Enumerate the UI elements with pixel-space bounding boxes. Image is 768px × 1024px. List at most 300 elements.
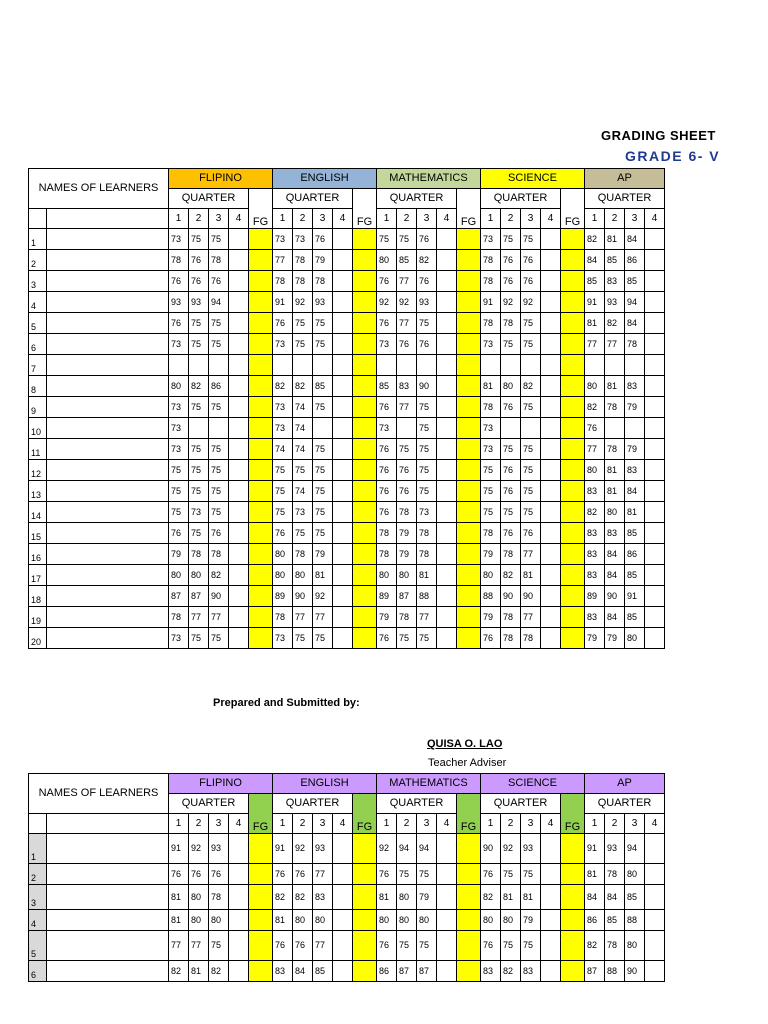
grade-cell[interactable]: 73: [293, 502, 313, 523]
grade-cell[interactable]: [541, 397, 561, 418]
grade-cell[interactable]: 75: [397, 864, 417, 885]
final-grade-cell[interactable]: [353, 439, 377, 460]
grade-cell[interactable]: 79: [585, 628, 605, 649]
grade-cell[interactable]: 76: [481, 931, 501, 961]
grade-cell[interactable]: 78: [397, 607, 417, 628]
grade-cell[interactable]: 77: [397, 271, 417, 292]
grade-cell[interactable]: 91: [481, 292, 501, 313]
grade-cell[interactable]: [605, 418, 625, 439]
grade-cell[interactable]: 76: [209, 271, 229, 292]
grade-cell[interactable]: [437, 355, 457, 376]
final-grade-cell[interactable]: [561, 481, 585, 502]
grade-cell[interactable]: 87: [585, 961, 605, 982]
grade-cell[interactable]: 78: [313, 271, 333, 292]
final-grade-cell[interactable]: [561, 376, 585, 397]
grade-cell[interactable]: [333, 334, 353, 355]
grade-cell[interactable]: 87: [189, 586, 209, 607]
grade-cell[interactable]: 83: [625, 460, 645, 481]
grade-cell[interactable]: 85: [605, 910, 625, 931]
grade-cell[interactable]: [437, 439, 457, 460]
grade-cell[interactable]: [541, 523, 561, 544]
grade-cell[interactable]: [333, 628, 353, 649]
final-grade-cell[interactable]: [353, 885, 377, 910]
grade-cell[interactable]: [313, 418, 333, 439]
grade-cell[interactable]: 78: [273, 607, 293, 628]
grade-cell[interactable]: 77: [397, 397, 417, 418]
grade-cell[interactable]: [541, 885, 561, 910]
grade-cell[interactable]: 77: [521, 544, 541, 565]
grade-cell[interactable]: 77: [397, 313, 417, 334]
grade-cell[interactable]: 90: [481, 834, 501, 864]
grade-cell[interactable]: [229, 523, 249, 544]
grade-cell[interactable]: 76: [417, 229, 437, 250]
grade-cell[interactable]: 75: [521, 229, 541, 250]
grade-cell[interactable]: 76: [293, 864, 313, 885]
grade-cell[interactable]: 92: [189, 834, 209, 864]
grade-cell[interactable]: [333, 885, 353, 910]
learner-name-cell[interactable]: [47, 250, 169, 271]
grade-cell[interactable]: [189, 418, 209, 439]
grade-cell[interactable]: 89: [377, 586, 397, 607]
grade-cell[interactable]: 83: [585, 481, 605, 502]
grade-cell[interactable]: [645, 864, 665, 885]
grade-cell[interactable]: 76: [501, 250, 521, 271]
grade-cell[interactable]: [229, 334, 249, 355]
grade-cell[interactable]: 82: [501, 961, 521, 982]
grade-cell[interactable]: 88: [605, 961, 625, 982]
grade-cell[interactable]: 93: [605, 292, 625, 313]
grade-cell[interactable]: 75: [397, 229, 417, 250]
final-grade-cell[interactable]: [353, 523, 377, 544]
grade-cell[interactable]: 91: [273, 834, 293, 864]
grade-cell[interactable]: 85: [625, 607, 645, 628]
learner-name-cell[interactable]: [47, 334, 169, 355]
grade-cell[interactable]: [541, 418, 561, 439]
grade-cell[interactable]: 82: [585, 931, 605, 961]
grade-cell[interactable]: 75: [273, 502, 293, 523]
grade-cell[interactable]: [645, 565, 665, 586]
grade-cell[interactable]: [541, 355, 561, 376]
final-grade-cell[interactable]: [353, 864, 377, 885]
grade-cell[interactable]: 75: [313, 460, 333, 481]
grade-cell[interactable]: 78: [293, 250, 313, 271]
final-grade-cell[interactable]: [561, 460, 585, 481]
grade-cell[interactable]: 75: [521, 931, 541, 961]
grade-cell[interactable]: 75: [273, 481, 293, 502]
grade-cell[interactable]: 78: [189, 544, 209, 565]
learner-name-cell[interactable]: [47, 376, 169, 397]
grade-cell[interactable]: 81: [189, 961, 209, 982]
grade-cell[interactable]: 75: [481, 460, 501, 481]
learner-name-cell[interactable]: [47, 586, 169, 607]
grade-cell[interactable]: 78: [273, 271, 293, 292]
grade-cell[interactable]: [437, 250, 457, 271]
grade-cell[interactable]: 75: [417, 418, 437, 439]
grade-cell[interactable]: 80: [625, 628, 645, 649]
final-grade-cell[interactable]: [457, 418, 481, 439]
final-grade-cell[interactable]: [249, 376, 273, 397]
grade-cell[interactable]: 73: [273, 418, 293, 439]
final-grade-cell[interactable]: [561, 628, 585, 649]
grade-cell[interactable]: 75: [377, 229, 397, 250]
grade-cell[interactable]: [437, 229, 457, 250]
grade-cell[interactable]: 74: [273, 439, 293, 460]
grade-cell[interactable]: 87: [397, 586, 417, 607]
grade-cell[interactable]: 80: [209, 910, 229, 931]
grade-cell[interactable]: 80: [293, 910, 313, 931]
grade-cell[interactable]: 76: [521, 250, 541, 271]
grade-cell[interactable]: [625, 355, 645, 376]
learner-name-cell[interactable]: [47, 313, 169, 334]
grade-cell[interactable]: 82: [585, 229, 605, 250]
grade-cell[interactable]: 85: [625, 523, 645, 544]
grade-cell[interactable]: 81: [377, 885, 397, 910]
grade-cell[interactable]: 77: [293, 607, 313, 628]
grade-cell[interactable]: 76: [189, 864, 209, 885]
grade-cell[interactable]: 77: [585, 334, 605, 355]
grade-cell[interactable]: [229, 439, 249, 460]
grade-cell[interactable]: 78: [169, 607, 189, 628]
grade-cell[interactable]: [541, 586, 561, 607]
grade-cell[interactable]: 77: [169, 931, 189, 961]
final-grade-cell[interactable]: [457, 586, 481, 607]
learner-name-cell[interactable]: [47, 607, 169, 628]
grade-cell[interactable]: 75: [521, 460, 541, 481]
grade-cell[interactable]: [229, 586, 249, 607]
grade-cell[interactable]: 85: [605, 250, 625, 271]
grade-cell[interactable]: 80: [273, 565, 293, 586]
grade-cell[interactable]: 75: [313, 481, 333, 502]
grade-cell[interactable]: [541, 292, 561, 313]
grade-cell[interactable]: [521, 418, 541, 439]
grade-cell[interactable]: 80: [189, 565, 209, 586]
grade-cell[interactable]: 77: [313, 864, 333, 885]
grade-cell[interactable]: 82: [209, 961, 229, 982]
grade-cell[interactable]: [541, 481, 561, 502]
grade-cell[interactable]: [437, 586, 457, 607]
final-grade-cell[interactable]: [561, 586, 585, 607]
grade-cell[interactable]: 78: [501, 607, 521, 628]
grade-cell[interactable]: 76: [501, 271, 521, 292]
grade-cell[interactable]: [645, 931, 665, 961]
final-grade-cell[interactable]: [249, 961, 273, 982]
final-grade-cell[interactable]: [353, 418, 377, 439]
grade-cell[interactable]: 78: [605, 439, 625, 460]
grade-cell[interactable]: [645, 334, 665, 355]
grade-cell[interactable]: [229, 271, 249, 292]
grade-cell[interactable]: [437, 481, 457, 502]
grade-cell[interactable]: 93: [313, 292, 333, 313]
grade-cell[interactable]: 75: [313, 334, 333, 355]
grade-cell[interactable]: 90: [209, 586, 229, 607]
grade-cell[interactable]: [313, 355, 333, 376]
final-grade-cell[interactable]: [561, 355, 585, 376]
grade-cell[interactable]: 78: [481, 397, 501, 418]
learner-name-cell[interactable]: [47, 544, 169, 565]
grade-cell[interactable]: [645, 439, 665, 460]
grade-cell[interactable]: 75: [481, 502, 501, 523]
grade-cell[interactable]: 73: [481, 334, 501, 355]
grade-cell[interactable]: 78: [397, 502, 417, 523]
grade-cell[interactable]: [541, 271, 561, 292]
final-grade-cell[interactable]: [561, 502, 585, 523]
grade-cell[interactable]: 82: [293, 376, 313, 397]
grade-cell[interactable]: [541, 460, 561, 481]
final-grade-cell[interactable]: [249, 565, 273, 586]
grade-cell[interactable]: 83: [397, 376, 417, 397]
grade-cell[interactable]: [645, 523, 665, 544]
grade-cell[interactable]: 76: [273, 931, 293, 961]
final-grade-cell[interactable]: [353, 250, 377, 271]
grade-cell[interactable]: [229, 229, 249, 250]
grade-cell[interactable]: 83: [521, 961, 541, 982]
grade-cell[interactable]: 75: [397, 931, 417, 961]
final-grade-cell[interactable]: [457, 334, 481, 355]
final-grade-cell[interactable]: [457, 523, 481, 544]
learner-name-cell[interactable]: [47, 292, 169, 313]
grade-cell[interactable]: 94: [417, 834, 437, 864]
grade-cell[interactable]: [541, 250, 561, 271]
grade-cell[interactable]: 78: [209, 885, 229, 910]
final-grade-cell[interactable]: [249, 502, 273, 523]
grade-cell[interactable]: 76: [585, 418, 605, 439]
grade-cell[interactable]: 75: [501, 502, 521, 523]
grade-cell[interactable]: 75: [209, 460, 229, 481]
final-grade-cell[interactable]: [353, 397, 377, 418]
grade-cell[interactable]: 85: [585, 271, 605, 292]
grade-cell[interactable]: 92: [293, 292, 313, 313]
grade-cell[interactable]: [625, 418, 645, 439]
grade-cell[interactable]: [333, 250, 353, 271]
final-grade-cell[interactable]: [561, 271, 585, 292]
grade-cell[interactable]: [437, 885, 457, 910]
grade-cell[interactable]: 81: [605, 376, 625, 397]
grade-cell[interactable]: 73: [169, 397, 189, 418]
final-grade-cell[interactable]: [561, 885, 585, 910]
final-grade-cell[interactable]: [353, 565, 377, 586]
grade-cell[interactable]: [437, 931, 457, 961]
final-grade-cell[interactable]: [249, 864, 273, 885]
final-grade-cell[interactable]: [457, 931, 481, 961]
grade-cell[interactable]: 92: [521, 292, 541, 313]
grade-cell[interactable]: 74: [293, 439, 313, 460]
grade-cell[interactable]: [541, 834, 561, 864]
grade-cell[interactable]: [501, 355, 521, 376]
grade-cell[interactable]: 86: [377, 961, 397, 982]
grade-cell[interactable]: 78: [605, 864, 625, 885]
grade-cell[interactable]: 93: [209, 834, 229, 864]
grade-cell[interactable]: 90: [293, 586, 313, 607]
grade-cell[interactable]: 80: [481, 565, 501, 586]
final-grade-cell[interactable]: [249, 229, 273, 250]
grade-cell[interactable]: 77: [189, 931, 209, 961]
grade-cell[interactable]: [397, 355, 417, 376]
final-grade-cell[interactable]: [249, 931, 273, 961]
grade-cell[interactable]: [645, 460, 665, 481]
grade-cell[interactable]: [229, 502, 249, 523]
grade-cell[interactable]: 85: [625, 271, 645, 292]
grade-cell[interactable]: [437, 910, 457, 931]
grade-cell[interactable]: [229, 292, 249, 313]
grade-cell[interactable]: 83: [481, 961, 501, 982]
grade-cell[interactable]: [541, 229, 561, 250]
final-grade-cell[interactable]: [561, 910, 585, 931]
grade-cell[interactable]: 75: [209, 397, 229, 418]
grade-cell[interactable]: [333, 607, 353, 628]
grade-cell[interactable]: [645, 481, 665, 502]
grade-cell[interactable]: [437, 397, 457, 418]
grade-cell[interactable]: 84: [585, 250, 605, 271]
final-grade-cell[interactable]: [561, 397, 585, 418]
grade-cell[interactable]: [585, 355, 605, 376]
grade-cell[interactable]: [209, 418, 229, 439]
grade-cell[interactable]: 76: [521, 523, 541, 544]
final-grade-cell[interactable]: [561, 229, 585, 250]
grade-cell[interactable]: 79: [313, 544, 333, 565]
grade-cell[interactable]: 82: [481, 885, 501, 910]
grade-cell[interactable]: 80: [377, 565, 397, 586]
grade-cell[interactable]: 75: [313, 523, 333, 544]
grade-cell[interactable]: 78: [625, 334, 645, 355]
grade-cell[interactable]: 81: [605, 460, 625, 481]
grade-cell[interactable]: 78: [501, 313, 521, 334]
grade-cell[interactable]: 78: [209, 544, 229, 565]
grade-cell[interactable]: 75: [189, 460, 209, 481]
grade-cell[interactable]: [377, 355, 397, 376]
learner-name-cell[interactable]: [47, 834, 169, 864]
final-grade-cell[interactable]: [353, 460, 377, 481]
grade-cell[interactable]: 79: [481, 607, 501, 628]
grade-cell[interactable]: 80: [169, 376, 189, 397]
grade-cell[interactable]: [333, 397, 353, 418]
learner-name-cell[interactable]: [47, 910, 169, 931]
final-grade-cell[interactable]: [353, 355, 377, 376]
grade-cell[interactable]: [645, 313, 665, 334]
grade-cell[interactable]: 75: [501, 931, 521, 961]
grade-cell[interactable]: 83: [585, 607, 605, 628]
grade-cell[interactable]: [229, 250, 249, 271]
grade-cell[interactable]: 78: [377, 523, 397, 544]
grade-cell[interactable]: 75: [189, 229, 209, 250]
grade-cell[interactable]: 76: [397, 334, 417, 355]
grade-cell[interactable]: 77: [273, 250, 293, 271]
grade-cell[interactable]: 76: [501, 523, 521, 544]
grade-cell[interactable]: [333, 313, 353, 334]
grade-cell[interactable]: 79: [397, 544, 417, 565]
grade-cell[interactable]: 80: [169, 565, 189, 586]
grade-cell[interactable]: 92: [501, 292, 521, 313]
final-grade-cell[interactable]: [249, 355, 273, 376]
grade-cell[interactable]: [437, 523, 457, 544]
grade-cell[interactable]: 75: [417, 313, 437, 334]
grade-cell[interactable]: [645, 229, 665, 250]
grade-cell[interactable]: 75: [293, 334, 313, 355]
final-grade-cell[interactable]: [457, 885, 481, 910]
grade-cell[interactable]: 80: [189, 885, 209, 910]
grade-cell[interactable]: 81: [521, 565, 541, 586]
final-grade-cell[interactable]: [249, 834, 273, 864]
grade-cell[interactable]: [333, 292, 353, 313]
final-grade-cell[interactable]: [353, 313, 377, 334]
grade-cell[interactable]: 81: [481, 376, 501, 397]
grade-cell[interactable]: 80: [585, 376, 605, 397]
grade-cell[interactable]: 93: [521, 834, 541, 864]
final-grade-cell[interactable]: [457, 271, 481, 292]
grade-cell[interactable]: [645, 834, 665, 864]
grade-cell[interactable]: 92: [313, 586, 333, 607]
grade-cell[interactable]: [481, 355, 501, 376]
final-grade-cell[interactable]: [353, 607, 377, 628]
grade-cell[interactable]: [229, 397, 249, 418]
grade-cell[interactable]: 82: [293, 885, 313, 910]
grade-cell[interactable]: 76: [377, 271, 397, 292]
grade-cell[interactable]: 80: [189, 910, 209, 931]
grade-cell[interactable]: 81: [605, 481, 625, 502]
grade-cell[interactable]: 76: [293, 931, 313, 961]
learner-name-cell[interactable]: [47, 460, 169, 481]
grade-cell[interactable]: 88: [625, 910, 645, 931]
grade-cell[interactable]: 78: [605, 931, 625, 961]
grade-cell[interactable]: [437, 834, 457, 864]
grade-cell[interactable]: 84: [625, 313, 645, 334]
grade-cell[interactable]: 82: [521, 376, 541, 397]
grade-cell[interactable]: 94: [625, 834, 645, 864]
grade-cell[interactable]: [333, 523, 353, 544]
grade-cell[interactable]: 80: [397, 565, 417, 586]
grade-cell[interactable]: 89: [273, 586, 293, 607]
grade-cell[interactable]: [645, 961, 665, 982]
grade-cell[interactable]: 76: [397, 460, 417, 481]
grade-cell[interactable]: 78: [605, 397, 625, 418]
grade-cell[interactable]: [541, 931, 561, 961]
grade-cell[interactable]: 83: [273, 961, 293, 982]
grade-cell[interactable]: 84: [625, 229, 645, 250]
grade-cell[interactable]: [169, 355, 189, 376]
grade-cell[interactable]: [645, 502, 665, 523]
final-grade-cell[interactable]: [249, 885, 273, 910]
grade-cell[interactable]: [437, 292, 457, 313]
grade-cell[interactable]: 80: [397, 885, 417, 910]
final-grade-cell[interactable]: [561, 334, 585, 355]
grade-cell[interactable]: 75: [313, 397, 333, 418]
final-grade-cell[interactable]: [353, 931, 377, 961]
grade-cell[interactable]: 75: [417, 864, 437, 885]
final-grade-cell[interactable]: [353, 334, 377, 355]
learner-name-cell[interactable]: [47, 961, 169, 982]
grade-cell[interactable]: 76: [209, 864, 229, 885]
grade-cell[interactable]: 76: [209, 523, 229, 544]
grade-cell[interactable]: [645, 586, 665, 607]
grade-cell[interactable]: 93: [189, 292, 209, 313]
grade-cell[interactable]: [229, 376, 249, 397]
grade-cell[interactable]: 80: [501, 910, 521, 931]
grade-cell[interactable]: 82: [501, 565, 521, 586]
grade-cell[interactable]: [437, 628, 457, 649]
final-grade-cell[interactable]: [353, 586, 377, 607]
grade-cell[interactable]: [229, 544, 249, 565]
grade-cell[interactable]: [333, 271, 353, 292]
grade-cell[interactable]: 75: [273, 460, 293, 481]
grade-cell[interactable]: 80: [605, 502, 625, 523]
final-grade-cell[interactable]: [249, 313, 273, 334]
grade-cell[interactable]: 87: [169, 586, 189, 607]
grade-cell[interactable]: 82: [585, 397, 605, 418]
grade-cell[interactable]: 87: [397, 961, 417, 982]
grade-cell[interactable]: 81: [273, 910, 293, 931]
grade-cell[interactable]: 73: [273, 229, 293, 250]
grade-cell[interactable]: 73: [481, 229, 501, 250]
grade-cell[interactable]: 84: [605, 544, 625, 565]
